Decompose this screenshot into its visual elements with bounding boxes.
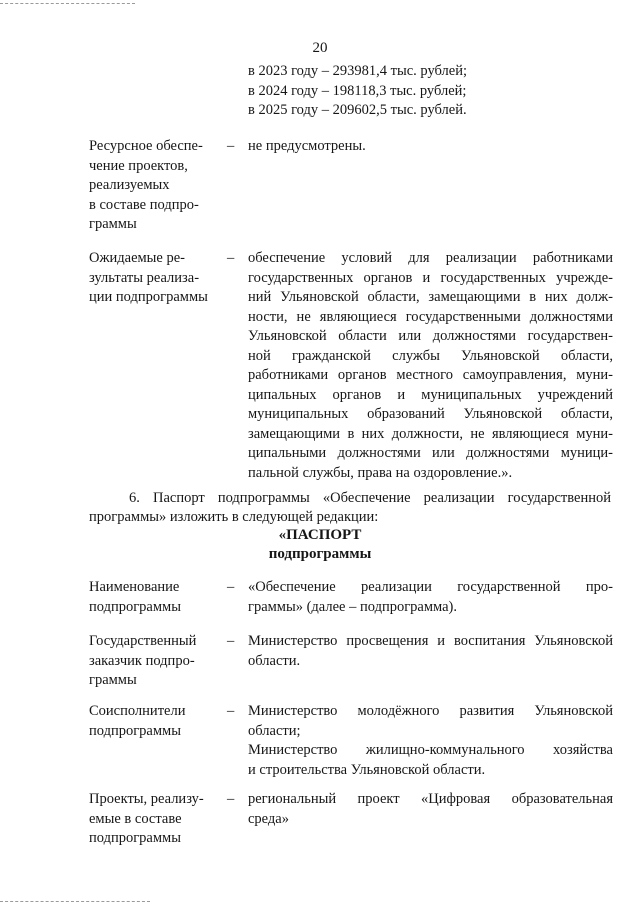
row-value: Министерство молодёжного развития Ульяновской области; Министерство жилищно-коммунального хозяйства и строительства Ульяновской области.	[248, 703, 613, 778]
scan-artifact-top	[0, 3, 135, 4]
row-dash: –	[227, 138, 235, 154]
row-label: Ресурсное обеспе- чение проектов, реализуемых в составе подпро- граммы	[89, 138, 203, 232]
row-value: региональный проект «Цифровая образовательная среда»	[248, 791, 613, 827]
row-label: Государственный заказчик подпро- граммы	[89, 633, 197, 688]
row-label: Наименование подпрограммы	[89, 579, 181, 615]
row-dash: –	[227, 703, 235, 719]
passport-subtitle: подпрограммы	[268, 546, 372, 562]
row-value: не предусмотрены.	[248, 138, 366, 154]
row-dash: –	[227, 791, 235, 807]
funding-line-2024: в 2024 году – 198118,3 тыс. рублей;	[248, 82, 467, 99]
row-value: «Обеспечение реализации государственной про- граммы» (далее – подпрограмма).	[248, 579, 613, 615]
instruction-paragraph: 6. Паспорт подпрограммы «Обеспечение реализации государственной программы» изложить в следующей редакции:	[89, 490, 611, 525]
funding-line-2023: в 2023 году – 293981,4 тыс. рублей;	[248, 63, 468, 79]
row-label: Проекты, реализу- емые в составе подпрограммы	[89, 791, 204, 846]
page-number: 20	[312, 40, 328, 56]
row-label: Ожидаемые ре- зультаты реализа- ции подпрограммы	[89, 250, 208, 305]
row-value: Министерство просвещения и воспитания Ульяновской области.	[248, 633, 613, 669]
funding-line-2025: в 2025 году – 209602,5 тыс. рублей.	[248, 102, 467, 118]
passport-title: «ПАСПОРТ	[278, 527, 362, 543]
row-dash: –	[227, 579, 235, 595]
row-dash: –	[227, 633, 235, 649]
scan-artifact-bottom	[0, 901, 150, 902]
row-value: обеспечение условий для реализации работниками государственных органов и государственных учрежде- ний Ульяновской области, замещающими в них долж- ности, не являющиеся государственными должностями Ульяновской области или должностями государствен- ной гражданской службы Ульяновской области, работниками органов местного самоуправления, муни- ципальных органов и муниципальных учреждений муниципальных образований Ульяновской области, замещающими в них должности, не являющиеся муни- ципальными должностями или должностями муници- пальной службы, права на оздоровление.».	[248, 250, 613, 481]
funding-amounts	[248, 62, 467, 121]
row-dash: –	[227, 250, 235, 266]
row-label: Соисполнители подпрограммы	[89, 703, 186, 739]
